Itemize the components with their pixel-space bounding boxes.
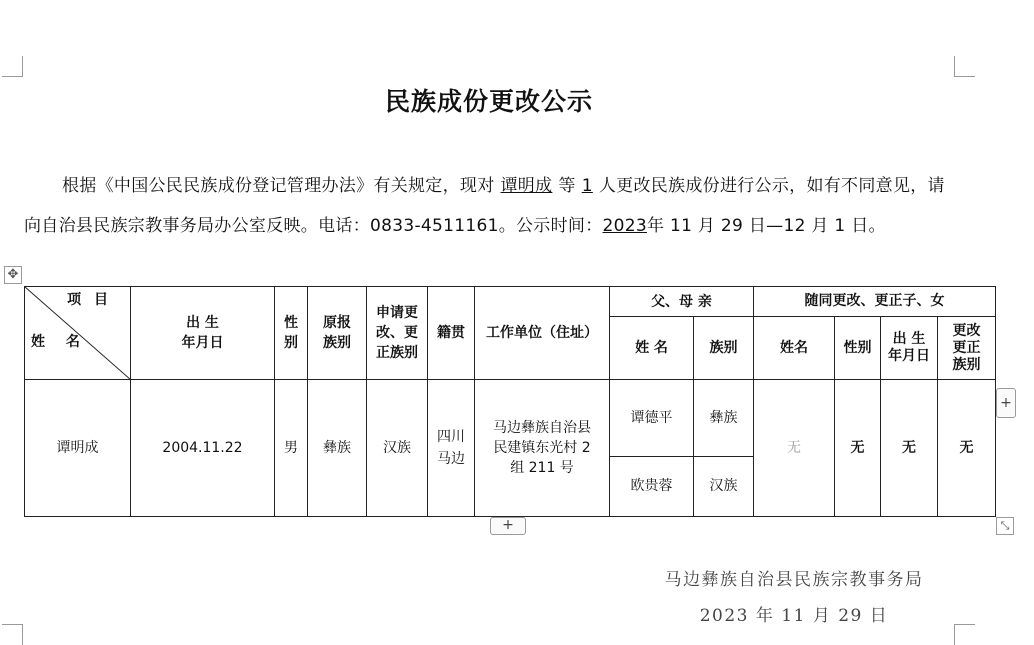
cell-gender: 男 bbox=[275, 380, 308, 517]
margin-corner-bottom-right bbox=[954, 624, 975, 645]
header-child-gender: 性别 bbox=[835, 317, 881, 380]
margin-corner-top-right bbox=[954, 56, 975, 77]
notice-text-3: 人更改民族成份进行公示，如有不同意见，请向自治县民族宗教事务局办公室反映。电话：0833-4511161。公示时间： bbox=[24, 176, 945, 236]
header-child-ethnic: 更改 更正 族别 bbox=[938, 317, 996, 380]
margin-corner-bottom-left bbox=[2, 624, 23, 645]
cell-child-birth: 无 bbox=[881, 380, 938, 517]
cell-father-name: 谭德平 bbox=[610, 380, 694, 456]
notice-name: 谭明成 bbox=[500, 176, 553, 196]
cell-birth: 2004.11.22 bbox=[131, 380, 275, 517]
header-child-birth: 出 生 年月日 bbox=[881, 317, 938, 380]
cell-child-gender: 无 bbox=[835, 380, 881, 517]
notice-year: 2023 bbox=[602, 216, 647, 236]
header-name-label: 姓 名 bbox=[31, 334, 88, 350]
cell-father-ethnic: 彝族 bbox=[694, 380, 754, 456]
cell-native-place: 四川 马边 bbox=[428, 380, 475, 517]
header-parent-ethnic: 族别 bbox=[694, 317, 754, 380]
notice-text-4: 年 11 月 29 日—12 月 1 日。 bbox=[646, 216, 886, 236]
notice-count: 1 bbox=[581, 176, 593, 196]
ethnic-change-table bbox=[24, 286, 996, 517]
cell-mother-name: 欧贵蓉 bbox=[610, 456, 694, 516]
table-resize-handle-icon[interactable]: ⤡ bbox=[996, 517, 1014, 535]
signature-date: 2023 年 11 月 29 日 bbox=[699, 606, 889, 626]
signature-organization: 马边彝族自治县民族宗教事务局 bbox=[664, 570, 924, 590]
header-children: 随同更改、更正子、女 bbox=[754, 287, 996, 317]
add-column-button[interactable]: + bbox=[996, 388, 1016, 418]
margin-corner-top-left bbox=[2, 56, 23, 77]
document-title: 民族成份更改公示 bbox=[384, 87, 593, 116]
header-birth: 出 生 年月日 bbox=[131, 287, 275, 380]
diagonal-header-cell bbox=[25, 287, 131, 380]
cell-new-ethnic: 汉族 bbox=[367, 380, 428, 517]
header-item-label: 项 目 bbox=[67, 292, 112, 308]
cell-child-ethnic: 无 bbox=[938, 380, 996, 517]
header-child-name: 姓名 bbox=[754, 317, 835, 380]
cell-mother-ethnic: 汉族 bbox=[694, 456, 754, 516]
header-parent-name: 姓 名 bbox=[610, 317, 694, 380]
header-original-ethnic: 原报 族别 bbox=[308, 287, 367, 380]
header-gender: 性 别 bbox=[275, 287, 308, 380]
cell-name: 谭明成 bbox=[25, 380, 131, 517]
cell-child-name: 无 bbox=[754, 380, 835, 517]
header-workplace: 工作单位（住址） bbox=[475, 287, 610, 380]
notice-text-1: 根据《中国公民民族成份登记管理办法》有关规定，现对 bbox=[62, 176, 495, 196]
add-row-button[interactable]: + bbox=[490, 517, 526, 535]
table-move-handle-icon[interactable]: ✥ bbox=[4, 266, 22, 284]
cell-original-ethnic: 彝族 bbox=[308, 380, 367, 517]
notice-text-2: 等 bbox=[558, 176, 576, 196]
notice-paragraph bbox=[24, 166, 959, 246]
header-native-place: 籍贯 bbox=[428, 287, 475, 380]
header-parents: 父、母 亲 bbox=[610, 287, 754, 317]
header-applied-ethnic: 申请更 改、更 正族别 bbox=[367, 287, 428, 380]
cell-workplace: 马边彝族自治县 民建镇东光村 2 组 211 号 bbox=[475, 380, 610, 517]
